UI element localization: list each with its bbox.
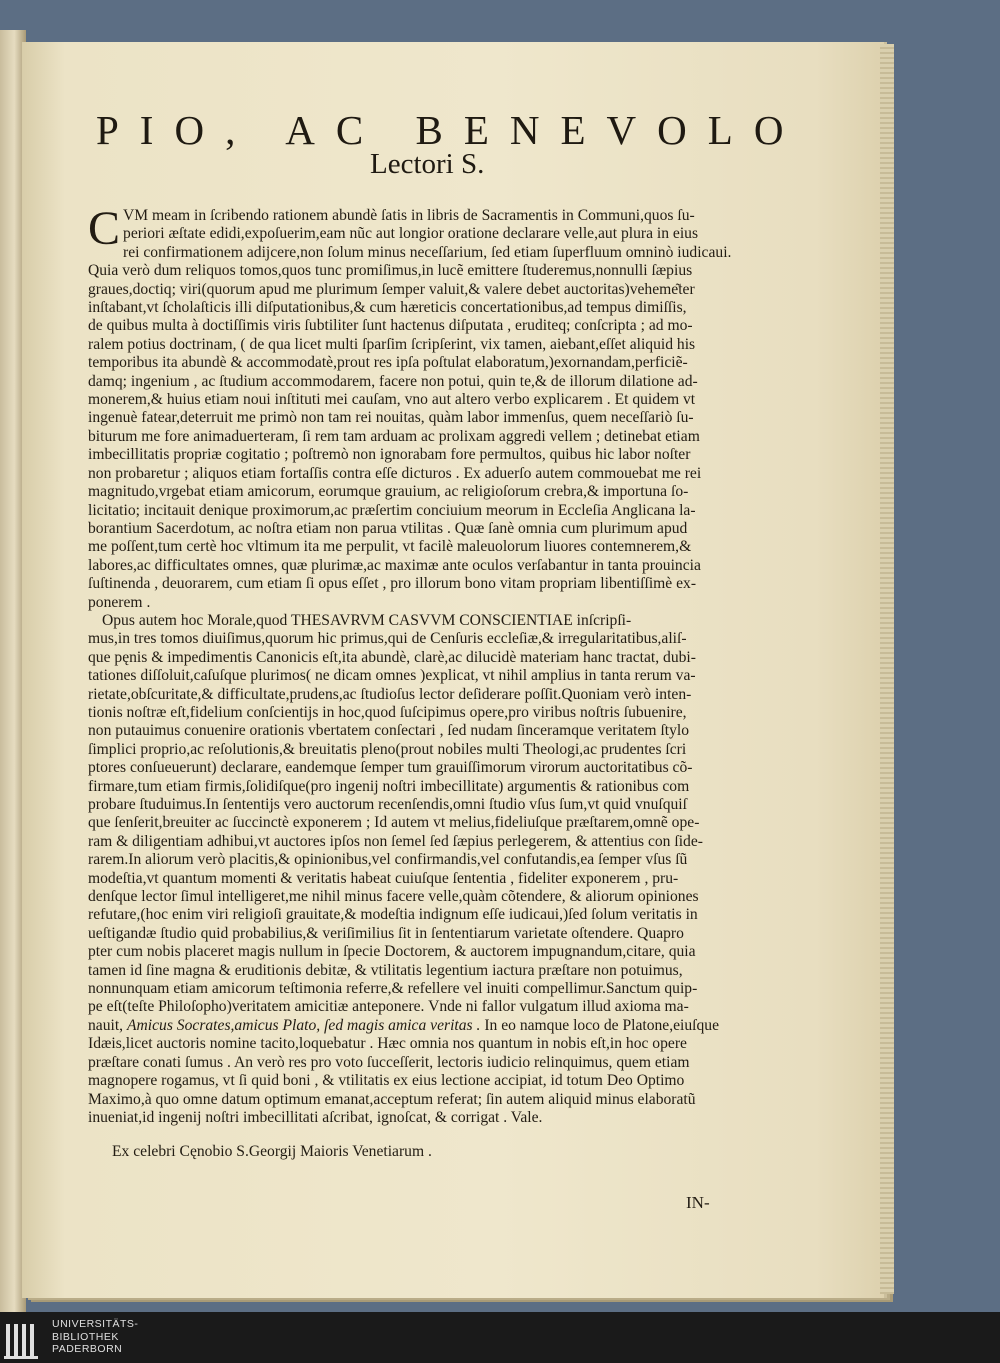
text-line: non putauimus conuenire orationis vbertatem conſectari , ſed nudam ſinceramque veritatem ſtylo xyxy=(88,722,690,740)
text-line: refutare,(hoc enim viri religioſi grauitate,& modeſtia indignum eſſe iudicaui,)ſed ſolum veritatis in xyxy=(88,906,698,924)
text-line: que pęnis & impedimentis Canonicis eſt,ita abundè, clarè,ac dilucidè materiam hanc tractat, dubi- xyxy=(88,648,696,666)
text-line: rei confirmationem adijcere,non ſolum minus neceſſarium, ſed etiam ſuperfluum omninò iudicaui. xyxy=(123,243,732,261)
quote-line-start: nauit, xyxy=(88,1016,124,1034)
text-line: labores,ac difficultates omnes, quæ plurimæ,ac maximæ ante oculos verſabantur in tanta prouincia xyxy=(88,556,701,574)
text-line: monerem,& huius etiam noui inſtituti mei cauſam, vno aut altero verbo explicarem . Et quidem vt xyxy=(88,391,696,409)
text-line: biturum me fore animaduerteram, ſi rem tam arduam ac prolixam aggredi vellem ; detinebat etiam xyxy=(88,427,700,445)
text-line: ponerem . xyxy=(88,593,151,611)
quote-italic: Amicus Socrates,amicus Plato, ſed magis amica veritas . xyxy=(127,1016,481,1034)
first-line: VM meam in ſcribendo rationem abundè ſatis in libris de Sacramentis in Communi,quos ſu- xyxy=(123,207,695,224)
text-line: tationes diſſoluit,caſuſque plurimos( ne dicam omnes )explicat, vt nihil amplius in tanta rerum va- xyxy=(88,667,696,685)
paragraph-2-tail-lines xyxy=(88,1035,763,1127)
page-subtitle: Lectori S. xyxy=(370,148,485,180)
text-line: pter cum nobis placeret magis nullum in ſpecie Doctorem, & auctorem impugnandum,citare, quia xyxy=(88,943,696,961)
text-line: ingenuè fatear,deterruit me primò non tam rei nouitas, quàm labor immenſus, quem neceſſariò ſu- xyxy=(88,409,694,427)
text-line: ram & diligentiam adhibui,vt auctores ipſos non ſemel ſed ſæpius perlegerem, & attentius con ſide- xyxy=(88,832,703,850)
text-line: mus,in tres tomos diuiſimus,quorum hic primus,qui de Cenſuris eccleſiæ,& irregularitatibus,aliſ- xyxy=(88,630,687,648)
text-line: Opus autem hoc Morale,quod THESAVRVM CASVVM CONSCIENTIAE inſcripſi- xyxy=(102,611,632,629)
library-name-line: UNIVERSITÄTS- xyxy=(52,1318,139,1330)
text-line: damq; ingenium , ac ſtudium accommodarem, facere non potui, quin te,& de illorum dilatione ad- xyxy=(88,372,698,390)
text-line: licitatio; incitauit denique proximorum,ac præſertim conciuium meorum in Eccleſia Anglicana la- xyxy=(88,501,696,519)
text-line: ptores conſueuerunt) declarare, eandemque ſemper tum grauiſſimorum virorum auctoritatibus cõ- xyxy=(88,759,693,777)
text-line: denſque lector ſimul intelligeret,me nihil minus facere velle,quàm cõtendere, & aliorum opiniones xyxy=(88,888,699,906)
paragraph-2-lines xyxy=(88,612,763,1017)
text-line: Maximo,à quo omne datum optimum emanat,acceptum referat; ſin autem aliquid minus elaboratũ xyxy=(88,1090,696,1108)
text-line: de quibus multa à doctiſſimis viris ſubtiliter ſunt hactenus diſputata , eruditeq; conſcripta ; ad mo- xyxy=(88,317,693,335)
text-line: nonnunquam etiam amicorum teſtimonia referre,& refellere vel inuiti compellimur.Sanctum quip- xyxy=(88,980,698,998)
text-line: tamen id ſine magna & eruditionis debitæ, & vtilitatis legentium iactura præſtare non potuimus, xyxy=(88,961,683,979)
paragraph-1 xyxy=(88,202,763,612)
library-name xyxy=(52,1318,138,1356)
closing-line: Ex celebri Cęnobio S.Georgij Maioris Venetiarum . xyxy=(112,1143,432,1160)
text-line: magnitudo,vrgebat etiam amicorum, eorumque grauium, ac religioſorum crebra,& importuna ſo- xyxy=(88,483,689,501)
text-line: rietate,obſcuritate,& difficultate,prudens,ac ſtudioſus lector deſiderare poſſit.Quoniam verò inten- xyxy=(88,685,692,703)
text-line: probare ſtuduimus.In ſententijs vero auctorum recenſendis,omni ſtudio vſus ſum,vt quid vnuſquiſ xyxy=(88,796,687,813)
text-line: graues,doctiq; viri(quorum apud me plurimum ſemper valuit,& valere debet auctoritas)veheme͂ter xyxy=(88,280,695,298)
text-line: præſtare conati ſumus . An verò res pro voto ſucceſſerit, lectoris iudicio relinquimus, quem etiam xyxy=(88,1053,690,1071)
catchword: IN- xyxy=(686,1193,710,1212)
text-line: que ſenſerit,breuiter ac ſuccinctè exponerem ; Id autem vt melius,fideliuſque præſtarem,omnẽ ope- xyxy=(88,814,700,832)
text-line: ſuſtinenda , deuorarem, cum etiam ſi opus eſſet , pro illorum bono vitam propriam libentiſſimè ex- xyxy=(88,575,697,593)
library-name-line: BIBLIOTHEK xyxy=(52,1330,119,1343)
paragraph-1-lines xyxy=(88,225,763,612)
text-line: pe eſt(teſte Philoſopho)veritatem amicitiæ anteponere. Vnde ni fallor vulgatum illud axioma ma- xyxy=(88,998,689,1016)
text-line: firmare,tum etiam firmis,ſolidiſque(pro ingenij noſtri imbecillitate) argumentis & rationibus com xyxy=(88,777,690,795)
page-title: PIO, AC BENEVOLO xyxy=(96,107,805,153)
quote-line-end: In eo namque loco de Platone,eiuſque xyxy=(484,1016,720,1034)
text-line: Idæis,licet auctoris nomine tacito,loquebatur . Hæc omnia nos quantum in nobis eſt,in hoc opere xyxy=(88,1035,687,1053)
text-line: modeſtia,vt quantum momenti & veritatis habeat cuiuſque ſententia , fideliter exponerem , pru- xyxy=(88,869,679,887)
text-line: Quia verò dum reliquos tomos,quos tunc promiſimus,in lucẽ emittere ſtuderemus,nonnulli ſæpius xyxy=(88,262,693,280)
text-line: me poſſent,tum certè hoc vltimum ita me perpulit, vt facilè maleuolorum liuores contemnerem,& xyxy=(88,538,692,556)
text-line: ueſtigandæ ſtudio quid probabilius,& veriſimilius ſit in ſententiarum varietate oſtendere. Quapro xyxy=(88,924,684,942)
text-line: tionis noſtræ eſt,fidelium conſcientijs in hoc,quod ſuſcipimus opere,pro viribus noſtris ſubuenire, xyxy=(88,703,687,721)
text-line: inueniat,id ingenij noſtri imbecillitati aſcribat, ignoſcat, & corrigat . Vale. xyxy=(88,1108,543,1126)
text-line: non probaretur ; aliquos etiam fortaſſis contra eſſe dicturos . Ex aduerſo autem commouebat me rei xyxy=(88,464,702,482)
page-stack-edge xyxy=(880,44,894,1294)
university-library-logo-icon xyxy=(4,1320,44,1360)
text-line: imbecillitatis propriæ cogitatio ; poſtremò non ignorabam fore permultos, quibus hic labor noſter xyxy=(88,446,691,464)
text-line: borantium Sacerdotum, ac noſtra etiam non parua vtilitas . Quæ ſanè omnia cum plurimum apud xyxy=(88,519,688,537)
text-line: ſimplici proprio,ac reſolutionis,& breuitatis pleno(prout nobiles multi Theologi,ac prudentes ſcri xyxy=(88,740,687,758)
drop-capital: C xyxy=(88,202,121,255)
text-line: magnopere rogamus, vt ſi quid boni , & vtilitatis ex eius lectione accipiat, id totum Deo Optimo xyxy=(88,1072,685,1090)
text-line: rarem.In aliorum verò placitis,& opinionibus,vel confirmandis,vel confutandis,ea ſemper vſus ſũ xyxy=(88,851,688,869)
text-line: inſtabant,vt ſcholaſticis illi diſputationibus,& cum hæreticis concertationibus,ad tempus dimiſſis, xyxy=(88,299,687,317)
library-name-line: PADERBORN xyxy=(52,1343,123,1355)
body-text xyxy=(88,202,763,1127)
text-line: temporibus ita abundè & accommodatè,prout res ipſa poſtulat elaboratum,)exornandam,perficiẽ- xyxy=(88,354,688,372)
text-line: periori æſtate edidi,expoſuerim,eam nũc aut longior oratione declarare velle,aut plura in eius xyxy=(123,225,699,243)
quote-line xyxy=(88,1017,763,1035)
text-line: ralem potius doctrinam, ( de qua licet multi ſparſim ſcripſerint, vix tamen, aiebant,eſſet aliquid his xyxy=(88,335,696,353)
library-footer xyxy=(0,1312,1000,1363)
